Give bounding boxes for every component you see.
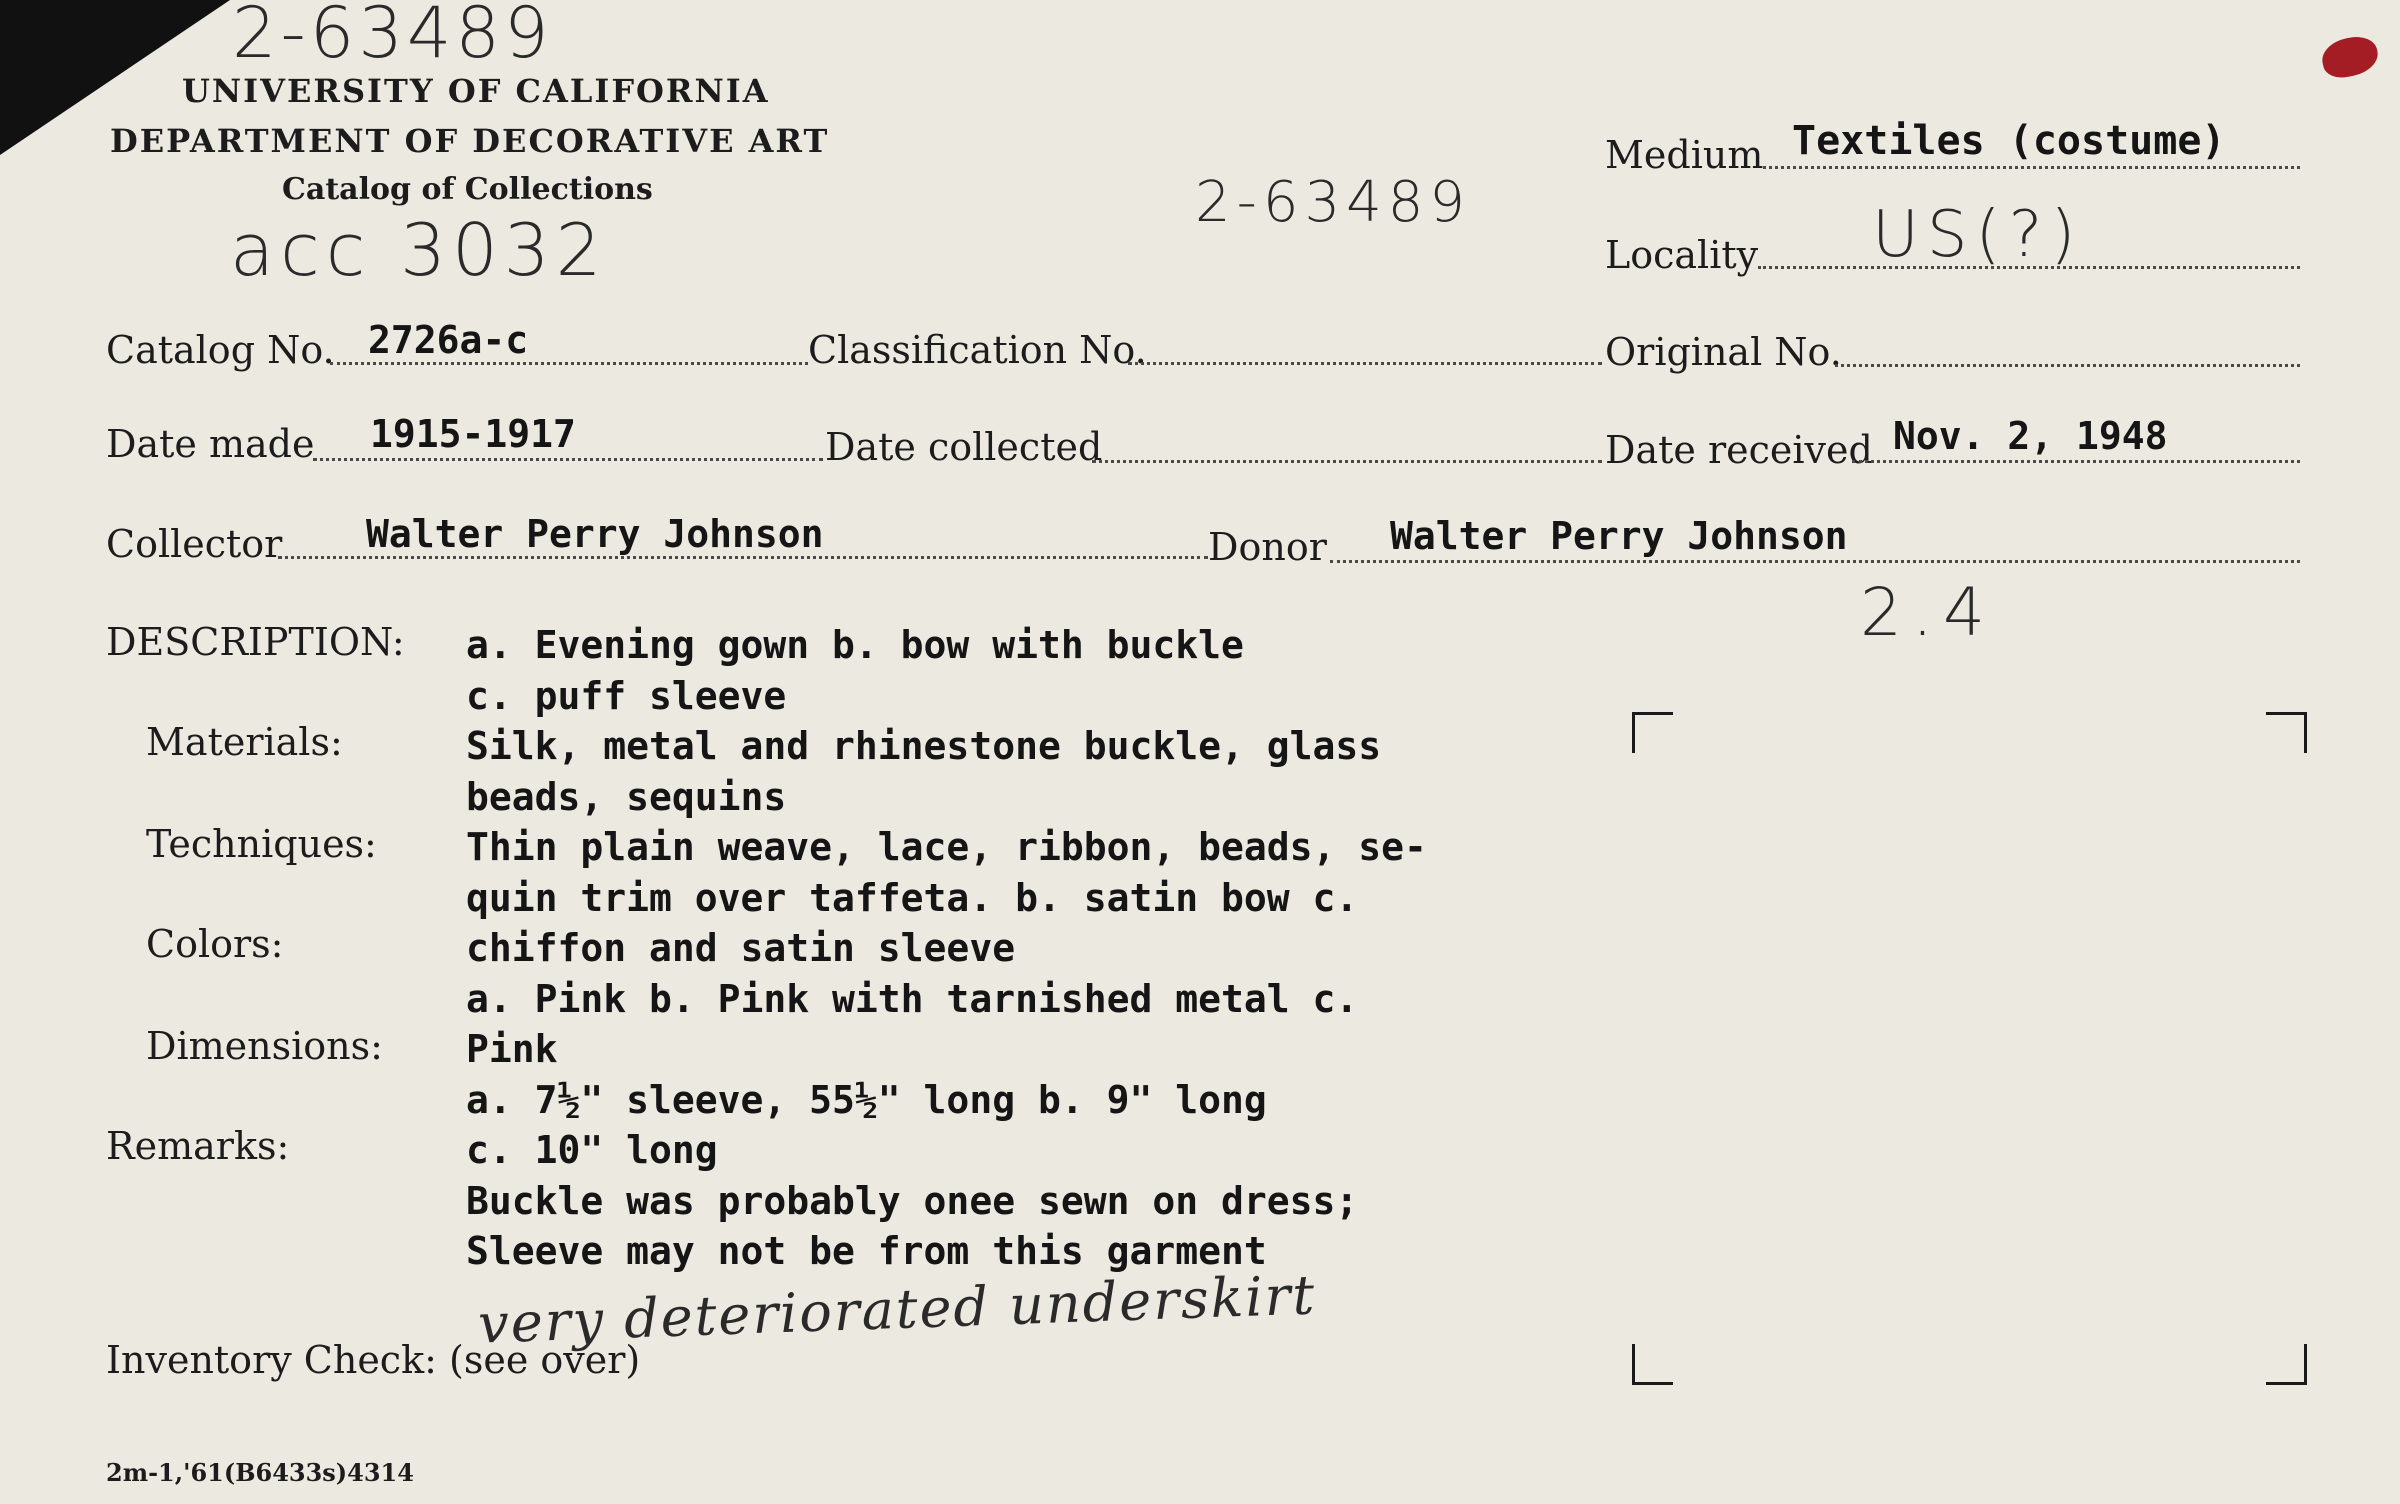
dotted-line-donor: [1330, 560, 2300, 563]
label-date-received: Date received: [1605, 428, 1873, 472]
dotted-line-collector: [278, 556, 1208, 559]
description-line: a. Evening gown b. bow with buckle: [466, 623, 1244, 667]
dotted-line-date-collected: [1092, 460, 1602, 463]
header-catalog-of-collections: Catalog of Collections: [282, 172, 653, 207]
description-line: chiffon and satin sleeve: [466, 926, 1016, 970]
dotted-line-date-received: [1852, 460, 2300, 463]
label-medium: Medium: [1605, 133, 1764, 177]
label-classification-no: Classification No.: [808, 328, 1147, 372]
label-materials: Materials:: [146, 720, 343, 764]
description-text: [466, 620, 1427, 1277]
value-medium: Textiles (costume): [1792, 118, 2226, 164]
handwritten-top-number: 2-63489: [232, 0, 553, 74]
dotted-line-medium: [1763, 166, 2300, 169]
description-line: a. Pink b. Pink with tarnished metal c.: [466, 976, 1359, 1021]
handwritten-middle-number: 2-63489: [1195, 170, 1471, 235]
dotted-line-original-no: [1835, 364, 2300, 367]
bracket-bottom-left: [1632, 1344, 1673, 1385]
label-techniques: Techniques:: [146, 822, 377, 866]
description-line: c. 10" long: [466, 1128, 718, 1172]
label-description: DESCRIPTION:: [106, 620, 405, 664]
value-collector: Walter Perry Johnson: [366, 512, 824, 556]
description-line: c. puff sleeve: [466, 673, 787, 718]
description-line: beads, sequins: [466, 774, 787, 819]
value-donor: Walter Perry Johnson: [1390, 514, 1848, 558]
bracket-top-left: [1632, 712, 1673, 753]
handwritten-right-number: 2.4: [1860, 574, 1995, 651]
dotted-line-date-made: [313, 458, 823, 461]
description-line: Buckle was probably onee sewn on dress;: [466, 1178, 1359, 1223]
label-dimensions: Dimensions:: [146, 1024, 383, 1068]
header-department: DEPARTMENT OF DECORATIVE ART: [110, 122, 830, 160]
label-collector: Collector: [106, 522, 283, 566]
red-mark: [2319, 33, 2382, 82]
description-line: Pink: [466, 1027, 558, 1071]
bracket-top-right: [2266, 712, 2307, 753]
description-line: Silk, metal and rhinestone buckle, glass: [466, 724, 1382, 768]
handwritten-locality: US(?): [1872, 198, 2084, 272]
print-code: 2m-1,'61(B6433s)4314: [106, 1458, 414, 1487]
value-date-received: Nov. 2, 1948: [1893, 414, 2168, 458]
label-original-no: Original No.: [1605, 330, 1842, 374]
description-line: Sleeve may not be from this garment: [466, 1229, 1267, 1273]
label-date-made: Date made: [106, 422, 315, 466]
value-date-made: 1915-1917: [370, 412, 576, 456]
label-locality: Locality: [1605, 233, 1759, 277]
dotted-line-classification-no: [1128, 362, 1602, 365]
label-donor: Donor: [1208, 525, 1327, 569]
header-university: UNIVERSITY OF CALIFORNIA: [182, 72, 770, 110]
bracket-bottom-right: [2266, 1344, 2307, 1385]
label-date-collected: Date collected: [825, 425, 1103, 469]
label-colors: Colors:: [146, 922, 284, 966]
description-line: a. 7½" sleeve, 55½" long b. 9" long: [466, 1077, 1267, 1122]
description-line: quin trim over taffeta. b. satin bow c.: [466, 875, 1359, 920]
handwritten-inventory-note: very deteriorated underskirt: [477, 1263, 1318, 1356]
label-inventory-check: Inventory Check: (see over): [106, 1338, 641, 1382]
description-line: Thin plain weave, lace, ribbon, beads, se-: [466, 825, 1427, 869]
handwritten-accession: acc 3032: [230, 208, 608, 292]
label-catalog-no: Catalog No.: [106, 328, 335, 372]
label-remarks: Remarks:: [106, 1124, 290, 1168]
dotted-line-catalog-no: [330, 362, 808, 365]
value-catalog-no: 2726a-c: [368, 318, 529, 362]
